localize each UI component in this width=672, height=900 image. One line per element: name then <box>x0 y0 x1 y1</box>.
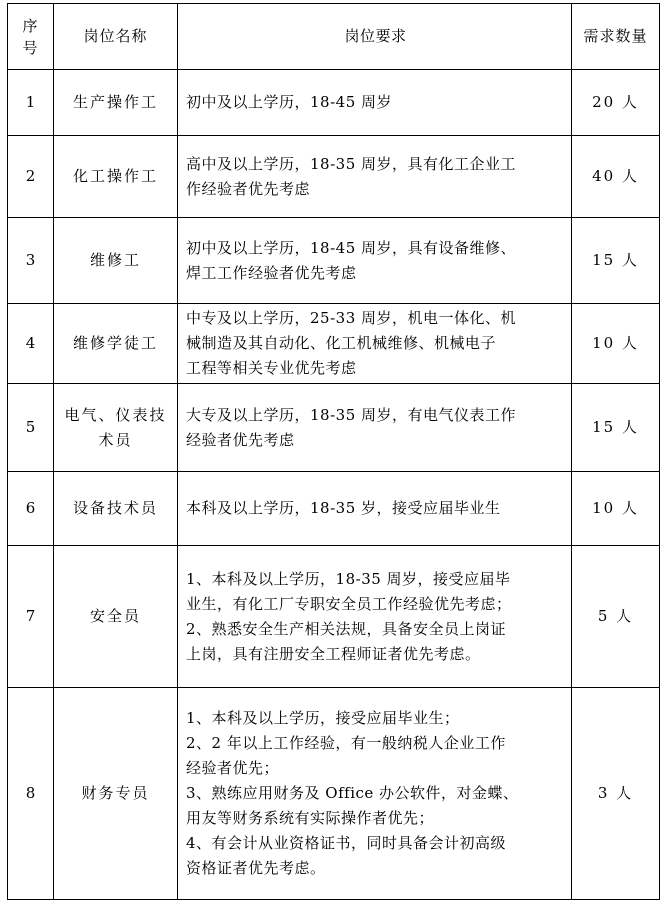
cell-no: 3 <box>8 218 54 304</box>
headcount-value: 3 人 <box>597 784 634 802</box>
position-name-line: 电气、仪表技 <box>64 405 167 424</box>
table-body <box>8 70 660 900</box>
cell-requirement <box>178 688 572 900</box>
position-name-line: 维修学徒工 <box>72 334 158 352</box>
requirement-line: 1、本科及以上学历，18-35 周岁，接受应届毕 <box>186 569 511 588</box>
requirement-line: 4、有会计从业资格证书，同时具备会计初高级 <box>186 834 507 852</box>
requirement-line: 2、熟悉安全生产相关法规，具备安全员上岗证 <box>186 619 507 638</box>
cell-position-name <box>54 688 178 900</box>
headcount-value: 40 人 <box>592 167 639 185</box>
cell-headcount <box>572 218 660 304</box>
table-row <box>8 136 660 218</box>
position-name-line: 化工操作工 <box>72 167 158 185</box>
requirement-line: 1、本科及以上学历，接受应届毕业生； <box>186 709 460 727</box>
cell-headcount <box>572 70 660 136</box>
headcount-value: 15 人 <box>592 251 639 269</box>
position-name-line: 术员 <box>98 430 133 449</box>
headcount-value: 10 人 <box>592 334 639 352</box>
cell-no: 6 <box>8 472 54 546</box>
cell-requirement <box>178 472 572 546</box>
cell-no: 1 <box>8 70 54 136</box>
table-row <box>8 384 660 472</box>
position-name-line: 设备技术员 <box>72 499 158 517</box>
requirement-line: 经验者优先； <box>186 759 280 777</box>
cell-no: 8 <box>8 688 54 900</box>
cell-no: 4 <box>8 304 54 384</box>
header-requirement: 岗位要求 <box>178 4 572 70</box>
requirement-line: 作经验者优先考虑 <box>186 179 311 198</box>
requirement-line: 中专及以上学历，25-33 周岁，机电一体化、机 <box>186 309 517 327</box>
requirement-line: 初中及以上学历，18-45 周岁，具有设备维修、 <box>186 238 517 257</box>
table-header-row <box>8 4 660 70</box>
job-requirements-table <box>7 3 660 900</box>
requirement-line: 经验者优先考虑 <box>186 430 295 449</box>
requirement-line: 业生，有化工厂专职安全员工作经验优先考虑； <box>186 594 512 613</box>
table-row <box>8 688 660 900</box>
headcount-value: 15 人 <box>592 418 639 436</box>
cell-headcount <box>572 546 660 688</box>
requirement-line: 用友等财务系统有实际操作者优先； <box>186 809 435 827</box>
requirement-line: 械制造及其自动化、化工机械维修、机械电子 <box>186 334 497 352</box>
cell-position-name <box>54 136 178 218</box>
cell-position-name <box>54 218 178 304</box>
cell-requirement <box>178 136 572 218</box>
table-row <box>8 304 660 384</box>
position-name-line: 安全员 <box>89 607 141 625</box>
cell-headcount <box>572 304 660 384</box>
header-no-char-2: 号 <box>22 38 39 57</box>
table-row <box>8 70 660 136</box>
position-name-line: 生产操作工 <box>72 93 158 111</box>
cell-position-name <box>54 546 178 688</box>
cell-no: 2 <box>8 136 54 218</box>
requirement-line: 焊工工作经验者优先考虑 <box>186 263 357 282</box>
cell-requirement <box>178 546 572 688</box>
requirement-line: 工程等相关专业优先考虑 <box>186 359 357 377</box>
header-no-char-1: 序 <box>22 16 39 35</box>
cell-headcount <box>572 136 660 218</box>
position-name-line: 财务专员 <box>81 784 150 802</box>
position-name-line: 维修工 <box>89 251 141 269</box>
cell-position-name <box>54 70 178 136</box>
requirement-line: 初中及以上学历，18-45 周岁 <box>186 93 393 111</box>
header-count: 需求数量 <box>572 4 660 70</box>
cell-requirement <box>178 218 572 304</box>
cell-headcount <box>572 688 660 900</box>
header-no <box>8 4 54 70</box>
headcount-value: 10 人 <box>592 499 639 517</box>
requirement-line: 上岗，具有注册安全工程师证者优先考虑。 <box>186 644 481 663</box>
cell-no: 5 <box>8 384 54 472</box>
requirement-line: 大专及以上学历，18-35 周岁，有电气仪表工作 <box>186 405 517 424</box>
requirement-line: 2、2 年以上工作经验，有一般纳税人企业工作 <box>186 734 506 752</box>
requirement-line: 资格证者优先考虑。 <box>186 859 326 877</box>
table-row <box>8 218 660 304</box>
requirement-line: 3、熟练应用财务及 Office 办公软件，对金蝶、 <box>186 784 519 802</box>
table-row <box>8 472 660 546</box>
cell-requirement <box>178 304 572 384</box>
headcount-value: 20 人 <box>592 93 639 111</box>
cell-headcount <box>572 384 660 472</box>
cell-requirement <box>178 384 572 472</box>
requirement-line: 本科及以上学历，18-35 岁，接受应届毕业生 <box>186 499 501 517</box>
headcount-value: 5 人 <box>597 607 634 625</box>
cell-no: 7 <box>8 546 54 688</box>
cell-position-name <box>54 304 178 384</box>
header-name: 岗位名称 <box>54 4 178 70</box>
table-row <box>8 546 660 688</box>
requirement-line: 高中及以上学历，18-35 周岁，具有化工企业工 <box>186 154 517 173</box>
cell-position-name <box>54 384 178 472</box>
cell-headcount <box>572 472 660 546</box>
cell-requirement <box>178 70 572 136</box>
cell-position-name <box>54 472 178 546</box>
